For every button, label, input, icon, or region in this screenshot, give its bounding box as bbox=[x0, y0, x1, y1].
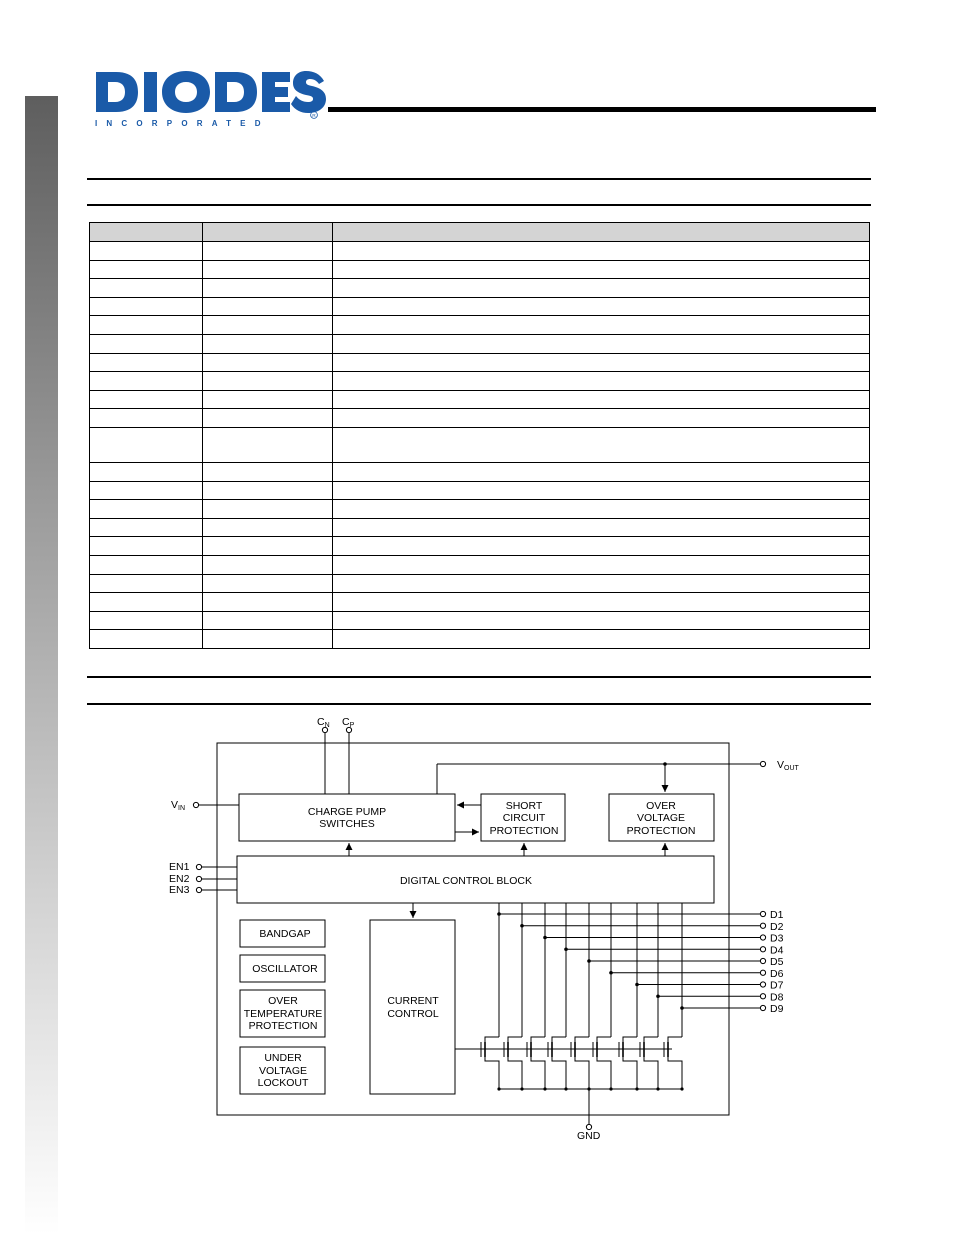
table-row bbox=[90, 593, 870, 612]
led-channel-junction bbox=[656, 994, 660, 998]
table-cell bbox=[90, 481, 203, 500]
gnd-pin-label: GND bbox=[577, 1130, 601, 1142]
header-rule bbox=[328, 107, 876, 112]
table-cell bbox=[333, 279, 870, 298]
table-cell bbox=[333, 500, 870, 519]
section-rule-bottom-2 bbox=[87, 703, 871, 705]
led-channel-junction bbox=[520, 924, 524, 928]
current-control-label-line1: CURRENT bbox=[387, 995, 439, 1007]
transistor-drain bbox=[508, 1037, 522, 1045]
table-cell bbox=[203, 260, 333, 279]
table-row bbox=[90, 242, 870, 261]
functional-block-diagram bbox=[160, 710, 840, 1150]
table-cell bbox=[203, 555, 333, 574]
led-pin-terminal bbox=[760, 947, 765, 952]
over-voltage-label-line1: OVER bbox=[646, 800, 676, 812]
table-cell bbox=[90, 518, 203, 537]
section-rule-bottom-1 bbox=[87, 204, 871, 206]
table-cell bbox=[90, 630, 203, 649]
short-circuit-label-line1: SHORT bbox=[505, 800, 543, 812]
gnd-pin-terminal bbox=[586, 1124, 591, 1129]
section-rule-top-2 bbox=[87, 676, 871, 678]
led-pin-terminal bbox=[760, 1005, 765, 1010]
over-temperature-label-line2: TEMPERATURE bbox=[243, 1008, 323, 1020]
en2-pin-terminal bbox=[196, 876, 201, 881]
table-cell bbox=[203, 279, 333, 298]
under-voltage-label-line3: LOCKOUT bbox=[257, 1077, 309, 1089]
table-cell bbox=[90, 537, 203, 556]
table-cell bbox=[90, 372, 203, 391]
led-driver-array bbox=[481, 903, 761, 1091]
table-cell bbox=[90, 409, 203, 428]
led-pin-terminal bbox=[760, 982, 765, 987]
table-row bbox=[90, 316, 870, 335]
led-pin-terminal bbox=[760, 911, 765, 916]
led-pin-label: D7 bbox=[770, 979, 784, 992]
over-voltage-label-line3: PROTECTION bbox=[626, 825, 696, 837]
table-header-cell bbox=[203, 223, 333, 242]
table-cell bbox=[333, 427, 870, 462]
table-row bbox=[90, 297, 870, 316]
table-cell bbox=[333, 316, 870, 335]
table-cell bbox=[203, 500, 333, 519]
table-cell bbox=[333, 518, 870, 537]
vin-pin-terminal bbox=[193, 802, 198, 807]
diodes-logo bbox=[94, 68, 326, 130]
table-row bbox=[90, 260, 870, 279]
transistor-source bbox=[575, 1054, 589, 1089]
section-rule-top-1 bbox=[87, 178, 871, 180]
table-cell bbox=[333, 574, 870, 593]
led-pin-terminals bbox=[760, 909, 783, 1015]
transistor-drain bbox=[485, 1037, 499, 1045]
digital-control-label: DIGITAL CONTROL BLOCK bbox=[399, 875, 533, 887]
over-temperature-label-line1: OVER bbox=[268, 995, 298, 1007]
table-cell bbox=[203, 334, 333, 353]
block-labels bbox=[244, 800, 696, 1089]
table-row bbox=[90, 279, 870, 298]
en3-pin-terminal bbox=[196, 887, 201, 892]
vout-junction bbox=[663, 762, 667, 766]
bandgap-label: BANDGAP bbox=[259, 928, 311, 940]
transistor-source bbox=[552, 1054, 566, 1089]
led-pin-label: D6 bbox=[770, 967, 784, 980]
led-pin-label: D9 bbox=[770, 1003, 784, 1015]
table-cell bbox=[203, 518, 333, 537]
led-pin-label: D3 bbox=[770, 932, 784, 945]
current-control-label-line2: CONTROL bbox=[387, 1008, 439, 1020]
under-voltage-label-line1: UNDER bbox=[264, 1052, 302, 1064]
transistor-source bbox=[508, 1054, 522, 1089]
table-cell bbox=[90, 297, 203, 316]
table-cell bbox=[90, 593, 203, 612]
table-cell bbox=[203, 409, 333, 428]
table-cell bbox=[90, 574, 203, 593]
table-cell bbox=[90, 555, 203, 574]
table-cell bbox=[90, 334, 203, 353]
table-cell bbox=[333, 481, 870, 500]
table-row bbox=[90, 555, 870, 574]
led-pin-terminal bbox=[760, 958, 765, 963]
table-cell bbox=[90, 500, 203, 519]
table-row bbox=[90, 390, 870, 409]
led-pin-terminal bbox=[760, 994, 765, 999]
table-cell bbox=[90, 353, 203, 372]
table-cell bbox=[203, 593, 333, 612]
table-cell bbox=[333, 242, 870, 261]
led-pin-label: D5 bbox=[770, 956, 784, 968]
short-circuit-label-line2: CIRCUIT bbox=[502, 812, 546, 824]
en3-pin-label: EN3 bbox=[169, 884, 190, 896]
led-pin-label: D1 bbox=[770, 909, 784, 921]
table-cell bbox=[203, 611, 333, 630]
current-control-block bbox=[370, 920, 455, 1094]
table-cell bbox=[333, 611, 870, 630]
table-cell bbox=[90, 242, 203, 261]
table-cell bbox=[90, 462, 203, 481]
transistor-drain bbox=[575, 1037, 589, 1045]
transistor-drain bbox=[644, 1037, 658, 1045]
table-row bbox=[90, 481, 870, 500]
table-row bbox=[90, 409, 870, 428]
table-cell bbox=[203, 574, 333, 593]
table-cell bbox=[203, 427, 333, 462]
led-channel-junction bbox=[680, 1006, 684, 1010]
table-cell bbox=[333, 409, 870, 428]
table-row bbox=[90, 372, 870, 391]
table-cell bbox=[90, 390, 203, 409]
table-cell bbox=[203, 316, 333, 335]
oscillator-label: OSCILLATOR bbox=[252, 963, 318, 975]
transistor-source bbox=[531, 1054, 545, 1089]
table-cell bbox=[203, 462, 333, 481]
table-cell bbox=[333, 334, 870, 353]
table-cell bbox=[90, 260, 203, 279]
table-cell bbox=[333, 260, 870, 279]
table-row bbox=[90, 611, 870, 630]
table-header-cell bbox=[333, 223, 870, 242]
led-channel-junction bbox=[564, 947, 568, 951]
table-cell bbox=[90, 427, 203, 462]
table-row bbox=[90, 537, 870, 556]
cp-pin-label: CP bbox=[342, 716, 355, 729]
table-cell bbox=[333, 372, 870, 391]
table-cell bbox=[203, 242, 333, 261]
logo-mark bbox=[96, 71, 326, 113]
led-pin-terminal bbox=[760, 923, 765, 928]
table-cell bbox=[90, 279, 203, 298]
en1-pin-terminal bbox=[196, 864, 201, 869]
side-gradient-bar bbox=[25, 96, 58, 1235]
transistor-source bbox=[623, 1054, 637, 1089]
table-row bbox=[90, 462, 870, 481]
led-channel-junction bbox=[497, 912, 501, 916]
vout-pin-label: VOUT bbox=[777, 759, 799, 772]
cn-pin-label: CN bbox=[317, 716, 330, 729]
table-row bbox=[90, 574, 870, 593]
vin-pin-label: VIN bbox=[171, 799, 186, 812]
logo-tagline: INCORPORATED bbox=[95, 119, 270, 128]
table-cell bbox=[203, 630, 333, 649]
transistor-drain bbox=[623, 1037, 637, 1045]
table-header-cell bbox=[90, 223, 203, 242]
led-channel-junction bbox=[635, 983, 639, 987]
en2-pin-label: EN2 bbox=[169, 873, 190, 885]
table-cell bbox=[90, 316, 203, 335]
led-pin-label: D4 bbox=[770, 944, 784, 957]
short-circuit-label-line3: PROTECTION bbox=[489, 825, 559, 837]
table-cell bbox=[333, 297, 870, 316]
table-cell bbox=[333, 630, 870, 649]
led-pin-terminal bbox=[760, 935, 765, 940]
table-cell bbox=[333, 390, 870, 409]
over-temperature-label-line3: PROTECTION bbox=[248, 1020, 318, 1032]
table-cell bbox=[333, 462, 870, 481]
transistor-drain bbox=[531, 1037, 545, 1045]
table-cell bbox=[203, 372, 333, 391]
led-channel-junction bbox=[543, 936, 547, 940]
transistor-source bbox=[597, 1054, 611, 1089]
en1-pin-label: EN1 bbox=[169, 861, 190, 873]
table-cell bbox=[333, 593, 870, 612]
table-row bbox=[90, 427, 870, 462]
transistor-source bbox=[668, 1054, 682, 1089]
led-channel-junction bbox=[587, 959, 591, 963]
table-row bbox=[90, 630, 870, 649]
led-pin-terminal bbox=[760, 970, 765, 975]
charge-pump-label-line2: SWITCHES bbox=[319, 818, 375, 830]
table-cell bbox=[203, 537, 333, 556]
table-row bbox=[90, 518, 870, 537]
table-cell bbox=[333, 537, 870, 556]
table-row bbox=[90, 500, 870, 519]
pin-description-table bbox=[89, 222, 870, 649]
table-row bbox=[90, 334, 870, 353]
table-cell bbox=[203, 297, 333, 316]
registered-letter: R bbox=[312, 114, 316, 119]
table-header-row bbox=[90, 223, 870, 242]
table-row bbox=[90, 353, 870, 372]
led-channel-junction bbox=[609, 971, 613, 975]
transistor-source bbox=[485, 1054, 499, 1089]
transistor-drain bbox=[668, 1037, 682, 1045]
vout-pin-terminal bbox=[760, 761, 765, 766]
transistor-drain bbox=[552, 1037, 566, 1045]
table-cell bbox=[90, 611, 203, 630]
table-cell bbox=[203, 353, 333, 372]
led-pin-label: D8 bbox=[770, 991, 784, 1004]
table-cell bbox=[203, 390, 333, 409]
transistor-drain bbox=[597, 1037, 611, 1045]
table-cell bbox=[203, 481, 333, 500]
led-pin-label: D2 bbox=[770, 920, 784, 933]
over-voltage-label-line2: VOLTAGE bbox=[636, 812, 686, 824]
charge-pump-label-line1: CHARGE PUMP bbox=[307, 806, 387, 818]
transistor-source bbox=[644, 1054, 658, 1089]
under-voltage-label-line2: VOLTAGE bbox=[258, 1065, 308, 1077]
table-cell bbox=[333, 353, 870, 372]
table-cell bbox=[333, 555, 870, 574]
table-body bbox=[90, 242, 870, 649]
